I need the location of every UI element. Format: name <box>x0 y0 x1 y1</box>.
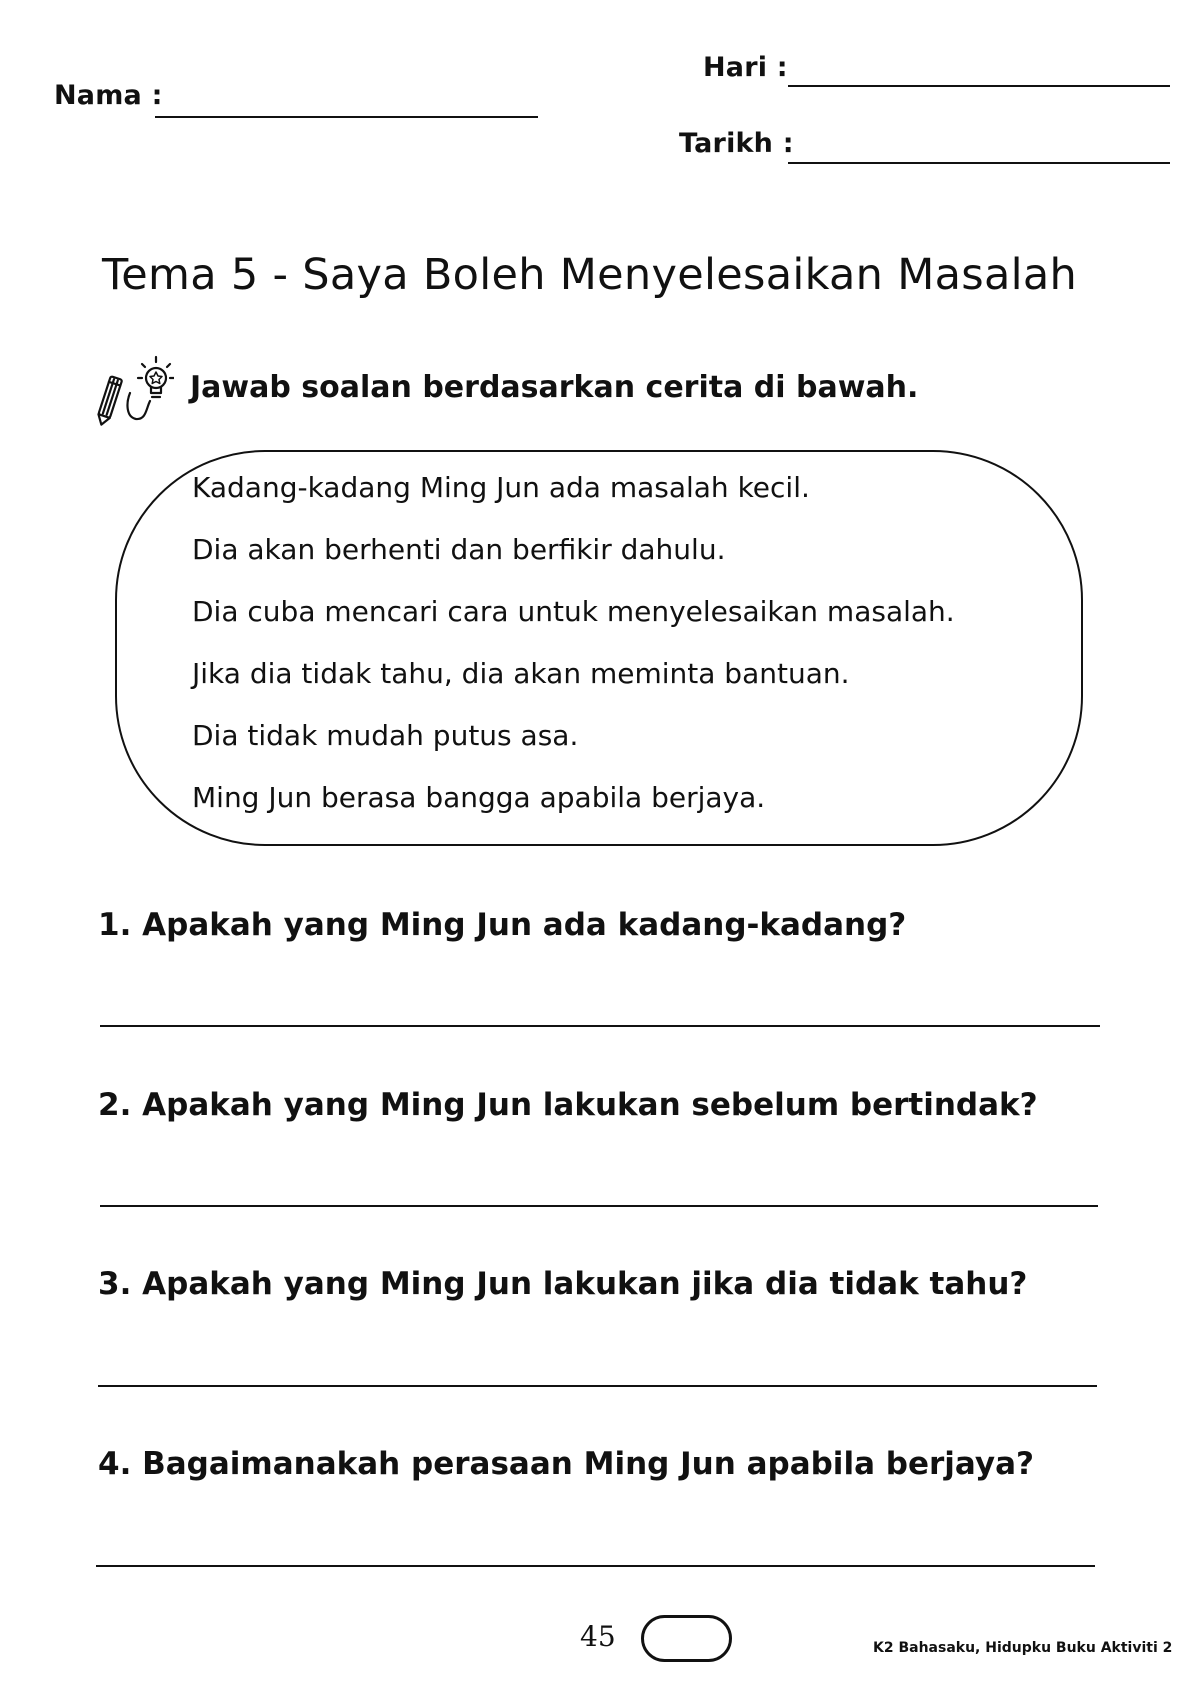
question-1: 1. Apakah yang Ming Jun ada kadang-kadang? <box>98 907 907 943</box>
answer-line-4[interactable] <box>96 1565 1095 1567</box>
answer-line-2[interactable] <box>100 1205 1098 1207</box>
story-line: Dia tidak mudah putus asa. <box>192 719 579 752</box>
hari-label: Hari : <box>703 52 788 83</box>
tarikh-label: Tarikh : <box>679 128 794 159</box>
nama-field[interactable] <box>155 116 538 118</box>
instruction-text: Jawab soalan berdasarkan cerita di bawah. <box>190 370 919 405</box>
question-4: 4. Bagaimanakah perasaan Ming Jun apabila berjaya? <box>98 1446 1034 1482</box>
nama-label: Nama : <box>54 80 163 111</box>
story-line: Ming Jun berasa bangga apabila berjaya. <box>192 781 766 814</box>
question-2: 2. Apakah yang Ming Jun lakukan sebelum bertindak? <box>98 1087 1038 1123</box>
book-title: K2 Bahasaku, Hidupku Buku Aktiviti 2 <box>873 1640 1173 1656</box>
page-number-oval <box>641 1615 732 1662</box>
story-line: Kadang-kadang Ming Jun ada masalah kecil. <box>192 471 810 504</box>
story-line: Dia cuba mencari cara untuk menyelesaikan masalah. <box>192 595 955 628</box>
pencil-lightbulb-icon <box>96 353 174 427</box>
story-line: Jika dia tidak tahu, dia akan meminta bantuan. <box>192 657 850 690</box>
answer-line-3[interactable] <box>98 1385 1097 1387</box>
question-3: 3. Apakah yang Ming Jun lakukan jika dia tidak tahu? <box>98 1266 1028 1302</box>
tarikh-field[interactable] <box>788 162 1170 164</box>
answer-line-1[interactable] <box>100 1025 1100 1027</box>
hari-field[interactable] <box>788 85 1170 87</box>
story-line: Dia akan berhenti dan berfikir dahulu. <box>192 533 726 566</box>
page-title: Tema 5 - Saya Boleh Menyelesaikan Masalah <box>102 250 1078 300</box>
page-number: 45 <box>580 1620 616 1653</box>
